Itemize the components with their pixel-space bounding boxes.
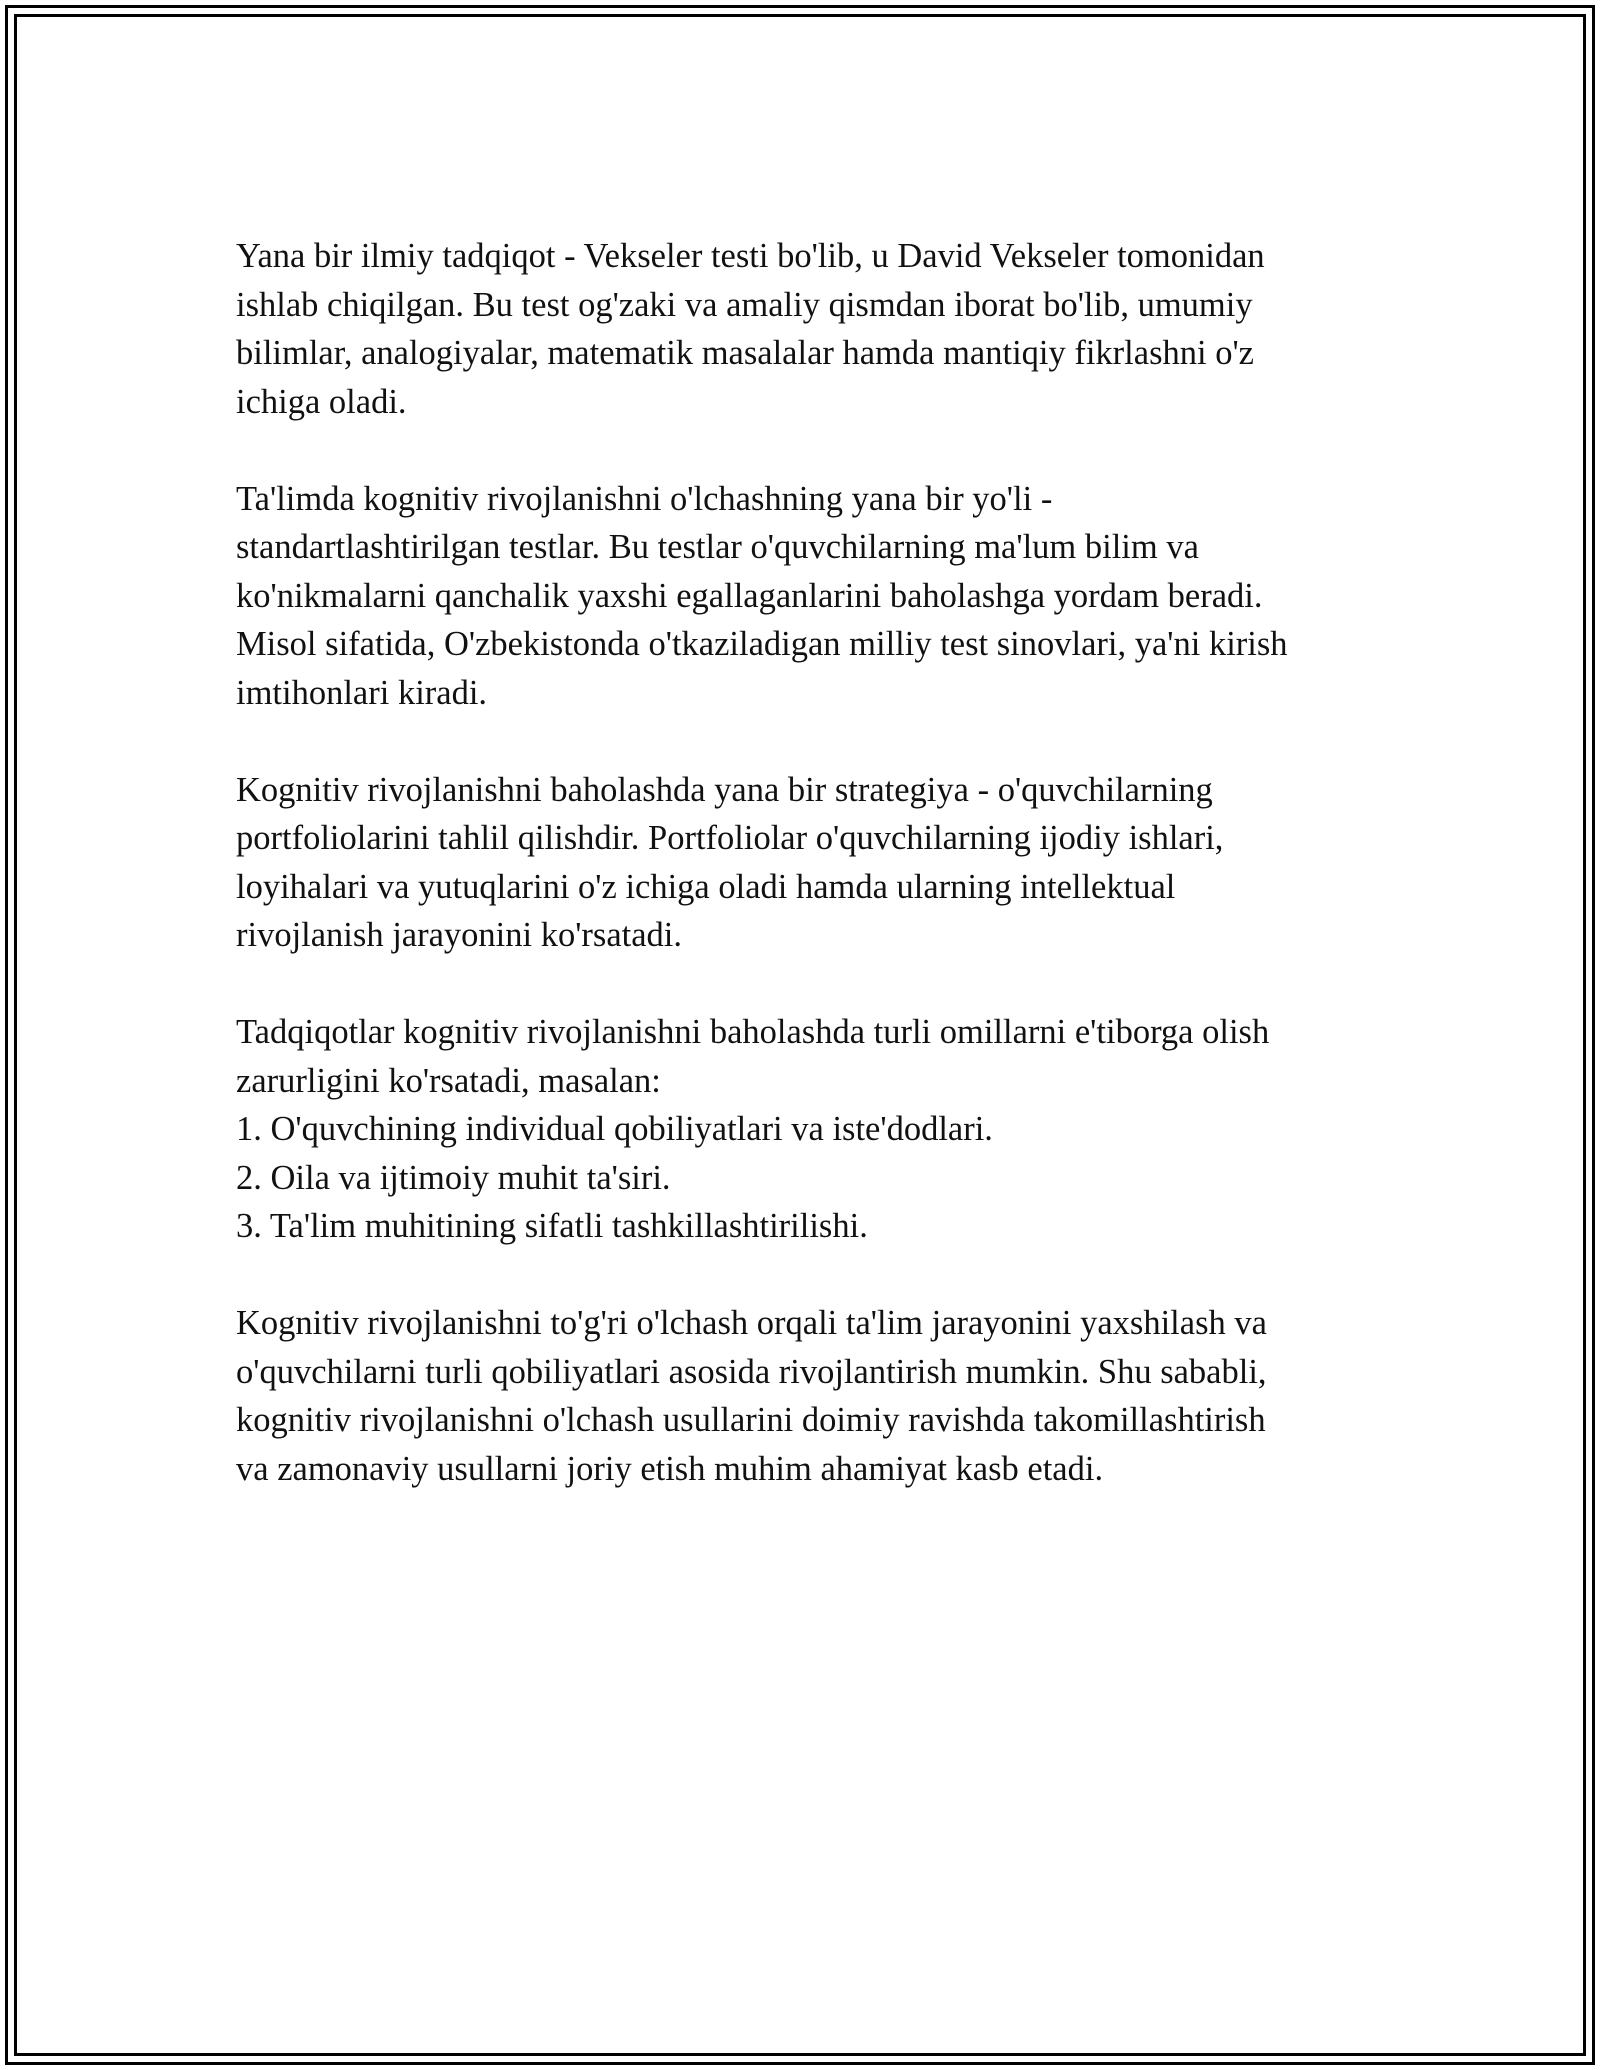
paragraph-conclusion: Kognitiv rivojlanishni to'g'ri o'lchash orqali ta'lim jarayonini yaxshilash va o'quvchilarni turli qobiliyatlari asosida rivojlantirish mumkin. Shu sababli, kognitiv rivojlanishni o'lchash usullarini doimiy ravishda takomillashtirish va zamonaviy usullarni joriy etish muhim ahamiyat kasb etadi. xyxy=(236,1304,1267,1488)
paragraph-vekseler-test: Yana bir ilmiy tadqiqot - Vekseler testi bo'lib, u David Vekseler tomonidan ishlab chiqilgan. Bu test og'zaki va amaliy qismdan iborat bo'lib, umumiy bilimlar, analogiyalar, matematik masalalar hamda mantiqiy fikrlashni o'z ichiga oladi. xyxy=(236,237,1265,421)
document-body xyxy=(236,232,1376,1542)
factors-section xyxy=(236,1008,1376,1251)
paragraph-portfolio-analysis: Kognitiv rivojlanishni baholashda yana bir strategiya - o'quvchilarning portfoliolarini tahlil qilishdir. Portfoliolar o'quvchilarning ijodiy ishlari, loyihalari va yutuqlarini o'z ichiga oladi hamda ularning intellektual rivojlanish jarayonini ko'rsatadi. xyxy=(236,770,1224,954)
list-item: 2. Oila va ijtimoiy muhit ta'siri. xyxy=(236,1158,671,1197)
paragraph-factors-intro: Tadqiqotlar kognitiv rivojlanishni baholashda turli omillarni e'tiborga olish zarurligini ko'rsatadi, masalan: xyxy=(236,1013,1270,1100)
paragraph-standardized-tests: Ta'limda kognitiv rivojlanishni o'lchashning yana bir yo'li - standartlashtirilgan testlar. Bu testlar o'quvchilarning ma'lum bilim va ko'nikmalarni qanchalik yaxshi egallaganlarini baholashga yordam beradi. Misol sifatida, O'zbekistonda o'tkaziladigan milliy test sinovlari, ya'ni kirish imtihonlari kiradi. xyxy=(236,479,1288,712)
list-item: 1. O'quvchining individual qobiliyatlari va iste'dodlari. xyxy=(236,1110,993,1148)
list-item: 3. Ta'lim muhitining sifatli tashkillashtirilishi. xyxy=(236,1207,868,1245)
